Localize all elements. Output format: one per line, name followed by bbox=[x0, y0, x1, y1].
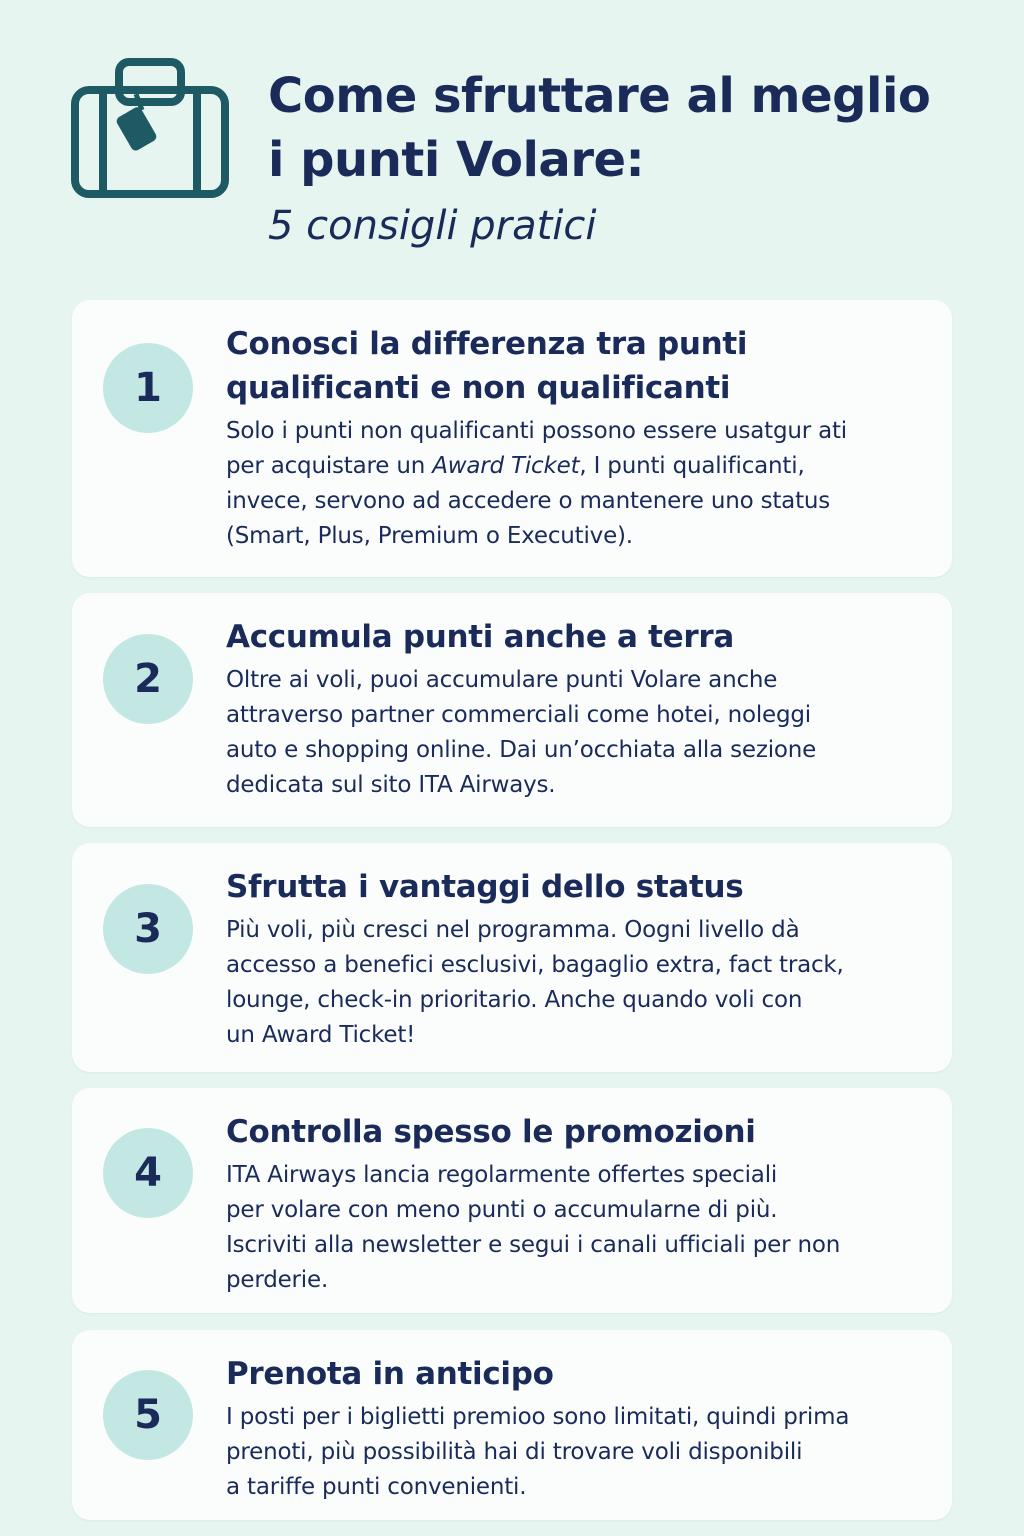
text-segment: I posti per i biglietti premioo sono limitati, quindi prima bbox=[226, 1404, 850, 1430]
tip-description-line bbox=[226, 1400, 926, 1435]
tip-description-line bbox=[226, 768, 926, 803]
tip-title bbox=[226, 1352, 926, 1396]
tip-description bbox=[226, 414, 926, 554]
tip-description-line bbox=[226, 913, 926, 948]
tip-description-line bbox=[226, 1228, 926, 1263]
tip-title-line: Conosci la differenza tra punti bbox=[226, 326, 748, 362]
tip-title bbox=[226, 322, 926, 410]
header bbox=[0, 0, 1024, 290]
tip-card bbox=[72, 843, 952, 1072]
tip-title bbox=[226, 1110, 926, 1154]
tip-description-line bbox=[226, 1263, 926, 1298]
tip-description bbox=[226, 913, 926, 1053]
title-line-2: i punti Volare: bbox=[268, 132, 645, 188]
text-segment: (Smart, Plus, Premium o Executive). bbox=[226, 523, 633, 549]
tip-card bbox=[72, 1330, 952, 1520]
text-segment: prenoti, più possibilità hai di trovare voli disponibili bbox=[226, 1439, 803, 1465]
tip-description bbox=[226, 663, 926, 803]
page-title bbox=[268, 64, 988, 192]
tip-content bbox=[226, 615, 926, 803]
tip-description-line bbox=[226, 733, 926, 768]
text-segment: , I punti qualificanti, bbox=[579, 453, 805, 479]
text-segment: auto e shopping online. Dai un’occhiata alla sezione bbox=[226, 737, 817, 763]
text-segment: accesso a benefici esclusivi, bagaglio extra, fact track, bbox=[226, 952, 844, 978]
text-segment: perderie. bbox=[226, 1267, 329, 1293]
text-segment: Iscriviti alla newsletter e segui i canali ufficiali per non bbox=[226, 1232, 841, 1258]
tip-description-line bbox=[226, 484, 926, 519]
tip-number-badge: 3 bbox=[103, 884, 193, 974]
text-segment: Più voli, più cresci nel programma. Oogni livello dà bbox=[226, 917, 800, 943]
tip-card bbox=[72, 593, 952, 827]
tip-description-line bbox=[226, 698, 926, 733]
tip-description-line bbox=[226, 1193, 926, 1228]
tip-card bbox=[72, 1088, 952, 1313]
text-segment: per volare con meno punti o accumularne di più. bbox=[226, 1197, 778, 1223]
tip-number-badge: 5 bbox=[103, 1370, 193, 1460]
tip-title-line: Accumula punti anche a terra bbox=[226, 619, 734, 655]
tip-title-line: Sfrutta i vantaggi dello status bbox=[226, 869, 744, 905]
tip-card bbox=[72, 300, 952, 577]
text-segment: lounge, check-in prioritario. Anche quando voli con bbox=[226, 987, 803, 1013]
tip-title-line: Prenota in anticipo bbox=[226, 1356, 554, 1392]
text-segment: ITA Airways lancia regolarmente offertes speciali bbox=[226, 1162, 778, 1188]
tip-title-line: qualificanti e non qualificanti bbox=[226, 370, 731, 406]
emphasized-text: Award Ticket bbox=[432, 453, 580, 479]
tip-description-line bbox=[226, 1435, 926, 1470]
tip-description-line bbox=[226, 449, 926, 484]
tip-description-line bbox=[226, 1018, 926, 1053]
tip-description-line bbox=[226, 948, 926, 983]
text-segment: a tariffe punti convenienti. bbox=[226, 1474, 527, 1500]
text-segment: attraverso partner commerciali come hotei, noleggi bbox=[226, 702, 811, 728]
tip-title bbox=[226, 615, 926, 659]
tip-description-line bbox=[226, 663, 926, 698]
text-segment: Oltre ai voli, puoi accumulare punti Volare anche bbox=[226, 667, 778, 693]
tip-content bbox=[226, 1352, 926, 1505]
text-segment: Solo i punti non qualificanti possono essere usatgur ati bbox=[226, 418, 847, 444]
tip-number-badge: 1 bbox=[103, 343, 193, 433]
page-subtitle: 5 consigli pratici bbox=[268, 203, 597, 249]
tip-content bbox=[226, 322, 926, 554]
tip-description-line bbox=[226, 1470, 926, 1505]
text-segment: per acquistare un bbox=[226, 453, 433, 479]
title-line-1: Come sfruttare al meglio bbox=[268, 68, 931, 124]
tip-description bbox=[226, 1400, 926, 1505]
text-segment: un Award Ticket! bbox=[226, 1022, 416, 1048]
tip-number-badge: 2 bbox=[103, 634, 193, 724]
tip-content bbox=[226, 865, 926, 1053]
tip-description-line bbox=[226, 1158, 926, 1193]
text-segment: invece, servono ad accedere o mantenere uno status bbox=[226, 488, 831, 514]
tip-number-badge: 4 bbox=[103, 1128, 193, 1218]
tip-description bbox=[226, 1158, 926, 1298]
tip-description-line bbox=[226, 983, 926, 1018]
tip-title-line: Controlla spesso le promozioni bbox=[226, 1114, 756, 1150]
tip-description-line bbox=[226, 519, 926, 554]
tip-description-line bbox=[226, 414, 926, 449]
tip-content bbox=[226, 1110, 926, 1298]
tip-title bbox=[226, 865, 926, 909]
text-segment: dedicata sul sito ITA Airways. bbox=[226, 772, 556, 798]
suitcase-icon bbox=[70, 58, 230, 200]
